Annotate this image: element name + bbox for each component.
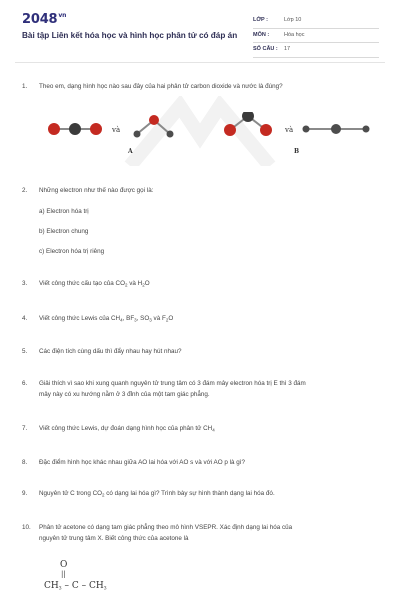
question-text: Giải thích vì sao khi xung quanh nguyên tử trung tâm có 3 đám mây electron hóa trị E thì 3 đám mây này có xu hướng nằm ở 3 đỉnh của một tam giác phẳng.	[39, 380, 306, 398]
oxygen-atom	[224, 124, 236, 136]
bent-water-molecule	[134, 115, 174, 138]
bent-co2-molecule	[224, 112, 272, 136]
question-number: 10.	[22, 524, 31, 531]
question-number: 2.	[22, 187, 28, 194]
question-number: 4.	[22, 315, 28, 322]
question-text: Những electron như thế nào được gọi là:	[39, 187, 154, 194]
meta-key: SỐ CÂU :	[253, 46, 278, 52]
formula-chain: $CH_3$ – C – $CH_3$	[44, 581, 107, 592]
oxygen-atom	[260, 124, 272, 136]
formula-double-bond: ||	[61, 570, 66, 578]
option-item: a) Electron hóa trị	[39, 208, 89, 215]
option-item: b) Electron chung	[39, 228, 89, 235]
logo-suffix: vn	[58, 12, 67, 19]
hydrogen-atom	[134, 131, 141, 138]
logo-text: 2048	[22, 12, 58, 27]
question-text: Viết công thức Lewis của $CH_4$, $BF_3$, $SO_3$ và $F_2O$	[39, 315, 174, 323]
oxygen-atom	[48, 123, 60, 135]
oxygen-atom	[331, 124, 341, 134]
acetone-formula	[44, 560, 164, 598]
question-text: Viết công thức Lewis, dự đoán dạng hình học của phân tử $CH_4$	[39, 425, 215, 433]
question-number: 7.	[22, 425, 28, 432]
linear-water-molecule	[303, 124, 370, 134]
question-number: 9.	[22, 490, 28, 497]
question-text: Viết công thức cấu tạo của $CO_2$ và $H_2O$	[39, 280, 150, 288]
question-number: 6.	[22, 380, 28, 387]
question-text: Nguyên tử C trong $CO_2$ có dạng lai hóa gì? Trình bày sự hình thành dạng lai hóa đó.	[39, 490, 275, 498]
document-title: Bài tập Liên kết hóa học và hình học phân tử có đáp án	[22, 31, 238, 40]
linear-co2-molecule	[48, 123, 102, 135]
hydrogen-atom	[167, 131, 174, 138]
question-number: 8.	[22, 459, 28, 466]
option-label-a: A	[128, 148, 133, 155]
conjunction-a: và	[112, 126, 121, 134]
question-text: Phân tử acetone có dạng tam giác phẳng theo mô hình VSEPR. Xác định dạng lai hóa của nguyên tử trung tâm X. Biết công thức của acetone là	[39, 524, 293, 542]
conjunction-b: và	[285, 126, 294, 134]
question-text: Theo em, dạng hình học nào sau đây của hai phân tử carbon dioxide và nước là đúng?	[39, 83, 283, 90]
oxygen-atom	[90, 123, 102, 135]
option-label-b: B	[294, 148, 300, 155]
question-number: 1.	[22, 83, 28, 90]
question-number: 5.	[22, 348, 28, 355]
question-text: Đặc điểm hình học khác nhau giữa AO lai hóa với AO s và với AO p là gì?	[39, 459, 246, 466]
meta-value: Lớp 10	[284, 17, 302, 23]
molecule-figure	[40, 112, 380, 160]
meta-key: LỚP :	[253, 17, 268, 23]
meta-key: MÔN :	[253, 31, 270, 38]
meta-value: Hóa học	[284, 31, 305, 38]
carbon-atom	[69, 123, 81, 135]
question-number: 3.	[22, 280, 28, 287]
meta-value: 17	[284, 46, 291, 52]
hydrogen-atom	[363, 126, 370, 133]
option-item: c) Electron hóa trị riêng	[39, 248, 105, 255]
hydrogen-atom	[303, 126, 310, 133]
formula-oxygen: O	[60, 560, 68, 570]
oxygen-atom	[149, 115, 159, 125]
question-text: Các điện tích cùng dấu thì đẩy nhau hay hút nhau?	[39, 348, 182, 355]
